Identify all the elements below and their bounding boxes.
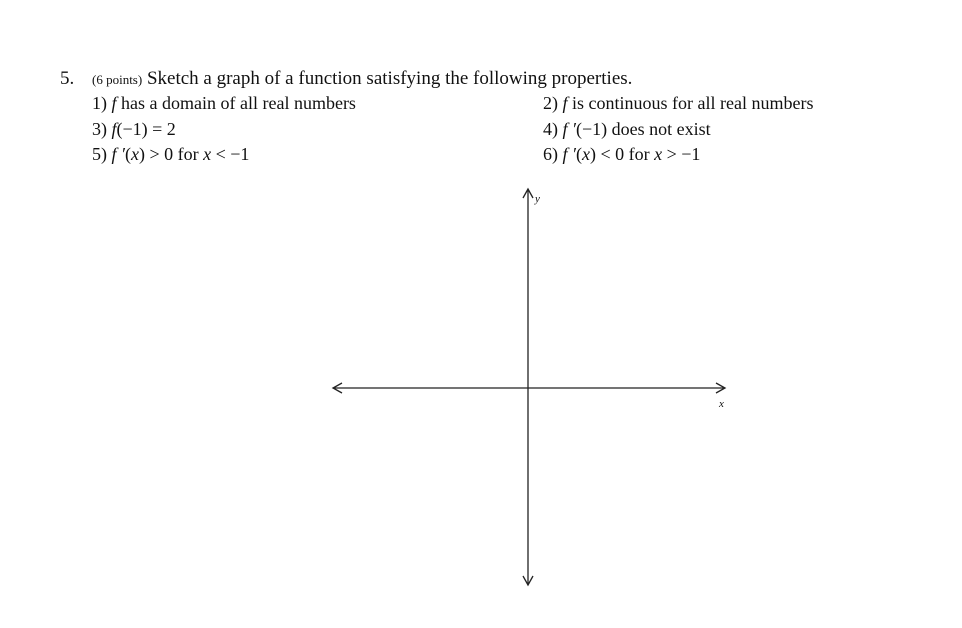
math-symbol: x [581, 144, 590, 164]
math-symbol: f ′ [562, 144, 576, 164]
math-symbol: f ′ [562, 119, 576, 139]
math-symbol: f ′ [111, 144, 125, 164]
property-text: has a domain of all real numbers [116, 93, 356, 113]
property-number: 4) [543, 119, 563, 139]
property-text: > −1 [662, 144, 701, 164]
math-symbol: f [562, 93, 568, 113]
property-text: ( [124, 144, 131, 164]
property-number: 1) [92, 93, 112, 113]
property-text: ( [575, 144, 582, 164]
x-axis-label: x [719, 398, 724, 410]
property-number: 5) [92, 144, 112, 164]
instruction-text: Sketch a graph of a function satisfying the following properties. [146, 68, 633, 89]
y-axis-label: y [535, 193, 540, 205]
property-text: ) > 0 for [138, 144, 204, 164]
property-number: 2) [543, 93, 563, 113]
property-text: (−1) = 2 [116, 119, 176, 139]
property-text: ) < 0 for [589, 144, 655, 164]
problem-number: 5. [60, 68, 75, 89]
math-symbol: x [654, 144, 663, 164]
math-symbol: x [130, 144, 139, 164]
property-text: < −1 [211, 144, 250, 164]
property-number: 6) [543, 144, 563, 164]
points-label: (6 points) [92, 72, 143, 87]
property-text: (−1) does not exist [575, 119, 711, 139]
property-text: is continuous for all real numbers [567, 93, 814, 113]
math-symbol: x [203, 144, 212, 164]
property-number: 3) [92, 119, 112, 139]
math-symbol: f [111, 119, 117, 139]
math-symbol: f [111, 93, 117, 113]
